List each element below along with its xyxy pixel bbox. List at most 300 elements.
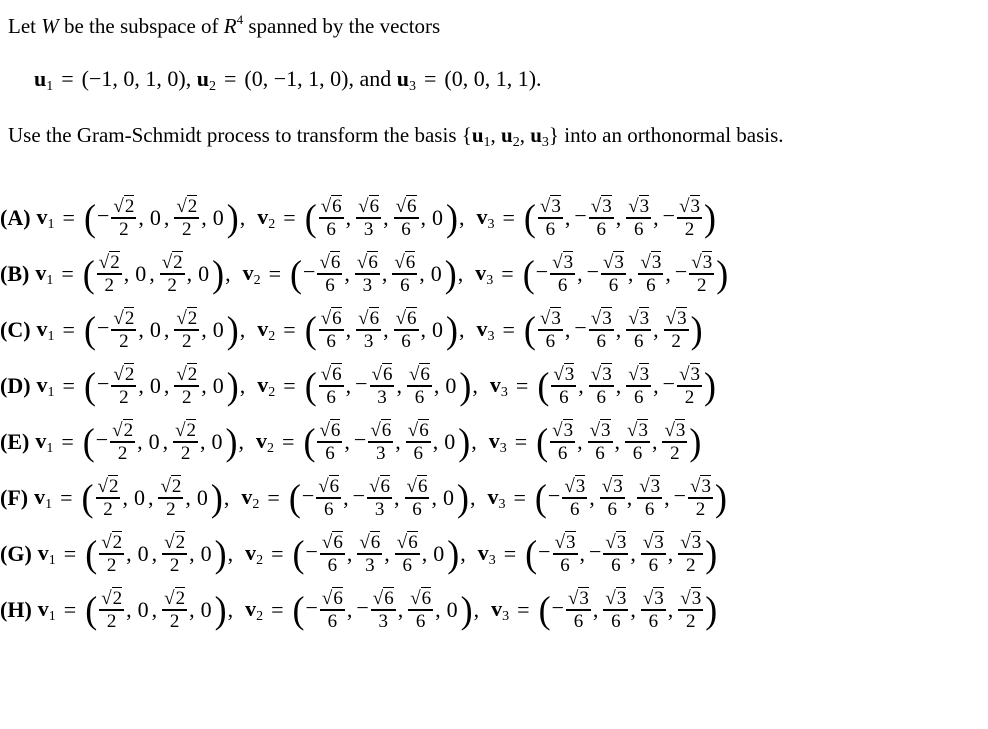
close-paren: ) <box>226 309 239 351</box>
minus-sign: − <box>301 483 315 509</box>
fraction <box>562 477 587 520</box>
zero-value: 0 <box>149 317 161 342</box>
numerator <box>320 533 345 555</box>
minus-sign: − <box>535 259 549 285</box>
vector-v2 <box>257 309 476 352</box>
vector-component <box>356 533 383 576</box>
radicand: 3 <box>551 195 561 217</box>
close-paren: ) <box>214 589 227 631</box>
numerator <box>641 533 666 555</box>
numerator <box>394 197 419 219</box>
denominator: 6 <box>611 554 621 576</box>
open-paren: ( <box>304 365 317 407</box>
vector-index: 1 <box>47 216 55 232</box>
vector-component <box>305 533 345 576</box>
minus-sign: − <box>662 371 676 397</box>
denominator: 6 <box>596 330 606 352</box>
vector-component <box>136 541 151 567</box>
open-paren: ( <box>288 477 301 519</box>
answer-choice-g[interactable] <box>0 526 718 582</box>
vector-component <box>549 421 576 464</box>
sqrt-symbol: √ <box>602 251 614 273</box>
radicand: 6 <box>417 475 428 497</box>
comma: , <box>614 429 620 454</box>
comma: , <box>667 541 674 566</box>
sqrt-symbol: √ <box>627 419 638 441</box>
equals-sign: = <box>517 597 530 622</box>
vector-component <box>161 589 188 632</box>
numerator <box>688 477 713 499</box>
close-paren: ) <box>226 197 239 239</box>
numerator <box>626 365 651 387</box>
radicand: 3 <box>563 419 574 441</box>
vector-index: 2 <box>268 328 276 344</box>
sqrt-symbol: √ <box>394 251 405 273</box>
radicand: 3 <box>654 531 664 553</box>
denominator: 2 <box>684 218 695 240</box>
and-word: and <box>359 66 392 91</box>
numerator <box>677 365 702 387</box>
vector-component <box>173 309 200 352</box>
sqrt-symbol: √ <box>590 195 602 217</box>
numerator <box>678 533 703 555</box>
vector-v3 <box>491 589 718 632</box>
comma: , <box>147 485 154 510</box>
zero-value: 0 <box>432 317 443 342</box>
minus-sign: − <box>356 595 369 621</box>
open-paren: ( <box>85 533 98 575</box>
numerator <box>320 589 345 611</box>
close-paren: ) <box>459 365 472 407</box>
radicand: 6 <box>420 363 430 385</box>
close-paren: ) <box>226 365 239 407</box>
radicand: 6 <box>369 195 380 217</box>
sqrt-symbol: √ <box>164 531 175 553</box>
sqrt-symbol: √ <box>552 251 563 273</box>
comma: , <box>592 597 599 622</box>
vector-component <box>318 197 345 240</box>
vector-component <box>394 533 421 576</box>
radicand: 3 <box>650 475 661 497</box>
vector-v1 <box>37 309 258 352</box>
comma: , <box>163 317 170 342</box>
sqrt-symbol: √ <box>321 531 333 553</box>
minus-sign: − <box>674 259 688 285</box>
open-paren: ( <box>83 365 96 407</box>
denominator: 6 <box>573 610 584 632</box>
vector-component <box>211 317 226 343</box>
vector-component <box>430 317 445 343</box>
comma: , <box>383 317 389 342</box>
vector-index: 3 <box>502 608 510 624</box>
denominator: 2 <box>106 610 117 632</box>
sqrt-symbol: √ <box>539 307 551 329</box>
minus-sign: − <box>673 483 687 509</box>
sqrt-symbol: √ <box>642 531 654 553</box>
vector-component <box>404 477 431 520</box>
denominator: 6 <box>401 330 411 352</box>
numerator <box>626 197 651 219</box>
vector-component <box>442 429 457 455</box>
comma: , <box>577 429 583 454</box>
comma: , <box>471 429 477 454</box>
sqrt-symbol: √ <box>160 475 171 497</box>
equals-sign: = <box>62 317 75 342</box>
fraction <box>664 309 689 352</box>
numerator <box>405 477 430 499</box>
radicand: 6 <box>330 251 341 273</box>
vector-component <box>537 309 564 352</box>
zero-value: 0 <box>200 541 212 566</box>
close-paren: ) <box>210 477 223 519</box>
sqrt-symbol: √ <box>113 195 124 217</box>
vector-component <box>161 533 188 576</box>
numerator <box>603 589 628 611</box>
numerator <box>319 197 344 219</box>
sqrt-symbol: √ <box>680 531 691 553</box>
answer-choice-d[interactable] <box>0 358 717 414</box>
comma: , <box>626 485 633 510</box>
numerator <box>394 309 419 331</box>
numerator <box>689 253 714 275</box>
vector-component <box>95 477 122 520</box>
numerator <box>99 533 124 555</box>
denominator: 2 <box>697 274 707 296</box>
numerator <box>174 365 199 387</box>
comma: , <box>225 261 231 286</box>
comma: , <box>396 373 402 398</box>
denominator: 2 <box>686 610 696 632</box>
numerator <box>158 477 183 499</box>
open-paren: ( <box>522 253 535 295</box>
sqrt-symbol: √ <box>175 419 186 441</box>
fraction <box>408 589 433 632</box>
numerator <box>371 589 396 611</box>
vector-component <box>173 197 200 240</box>
vector-component <box>355 197 382 240</box>
numerator <box>162 533 187 555</box>
vector-v2 <box>257 197 476 240</box>
vector-name: $v_2$ <box>257 203 276 232</box>
radicand: 6 <box>421 587 432 609</box>
vector-component <box>391 253 418 296</box>
fraction <box>99 589 124 632</box>
radicand: 3 <box>551 307 561 329</box>
sqrt-symbol: √ <box>358 195 369 217</box>
vector-index: 3 <box>486 272 494 288</box>
vector-component <box>443 373 458 399</box>
comma: , <box>384 541 390 566</box>
denominator: 2 <box>182 218 192 240</box>
sqrt-symbol: √ <box>320 307 332 329</box>
vector-v1 <box>35 421 256 464</box>
radicand: 6 <box>333 531 343 553</box>
zero-value: 0 <box>135 261 147 286</box>
numerator <box>566 589 591 611</box>
close-paren: ) <box>212 253 225 295</box>
close-paren: ) <box>690 309 703 351</box>
vector-index: 2 <box>256 552 264 568</box>
minus-sign: − <box>547 483 561 509</box>
equals-sign: = <box>501 261 514 286</box>
vector-component <box>588 365 615 408</box>
zero-value: 0 <box>200 597 212 622</box>
radicand: 3 <box>654 587 664 609</box>
zero-value: 0 <box>198 261 210 286</box>
radicand: 6 <box>419 419 429 441</box>
denominator: 6 <box>414 386 425 408</box>
numerator <box>160 253 185 275</box>
comma: , <box>189 541 195 566</box>
comma: , <box>564 205 571 230</box>
comma: , <box>346 597 353 622</box>
sqrt-symbol: √ <box>101 531 112 553</box>
denominator: 2 <box>182 330 192 352</box>
radicand: 3 <box>690 195 701 217</box>
zero-value: 0 <box>444 429 456 454</box>
numerator <box>664 309 689 331</box>
sqrt-symbol: √ <box>590 363 602 385</box>
close-paren: ) <box>446 197 458 239</box>
vector-index: 1 <box>45 496 53 512</box>
sqrt-symbol: √ <box>97 475 108 497</box>
vector-component <box>637 253 664 296</box>
zero-value: 0 <box>149 205 161 230</box>
intro-text: Let <box>8 14 42 38</box>
denominator: 6 <box>632 442 643 464</box>
vector-v1 <box>37 365 258 408</box>
vector-component <box>195 485 210 511</box>
vector-component <box>441 485 456 511</box>
numerator <box>550 253 575 275</box>
vector-component <box>173 365 200 408</box>
zero-value: 0 <box>196 485 208 510</box>
fraction <box>406 421 431 464</box>
open-paren: ( <box>290 253 303 295</box>
numerator <box>395 533 420 555</box>
numerator <box>368 421 393 443</box>
numerator <box>111 197 136 219</box>
vector-component <box>303 253 343 296</box>
radicand: 2 <box>110 251 120 273</box>
answer-choice-f[interactable] <box>0 470 728 526</box>
sqrt-symbol: √ <box>395 307 406 329</box>
equals-sign: = <box>282 429 295 454</box>
radicand: 3 <box>575 475 586 497</box>
numerator <box>678 589 703 611</box>
vector-name: $v_2$ <box>245 539 264 568</box>
fraction <box>174 197 199 240</box>
vector-component <box>625 365 652 408</box>
numerator <box>637 477 662 499</box>
denominator: 2 <box>119 330 129 352</box>
fraction <box>678 589 703 632</box>
minus-sign: − <box>303 259 316 285</box>
answer-choice-b[interactable] <box>0 246 729 302</box>
comma: , <box>589 485 595 510</box>
radicand: 6 <box>382 363 393 385</box>
numerator <box>319 309 344 331</box>
numerator <box>99 589 124 611</box>
comma: , <box>615 205 622 230</box>
equals-sign: = <box>513 485 526 510</box>
fraction <box>588 421 613 464</box>
radicand: 3 <box>564 363 575 385</box>
vector-u2: $u_2 = (0$, −1, 1, 0), <box>196 66 354 94</box>
denominator: 6 <box>646 274 656 296</box>
comma: , <box>239 205 246 230</box>
denominator: 2 <box>169 610 180 632</box>
answer-choice-c[interactable] <box>0 302 704 358</box>
vector-component <box>148 373 163 399</box>
denominator: 2 <box>119 218 129 240</box>
fraction <box>688 477 713 520</box>
minus-sign: − <box>662 203 676 229</box>
fraction <box>368 421 393 464</box>
comma: , <box>126 597 132 622</box>
vector-component <box>550 365 577 408</box>
sqrt-symbol: √ <box>113 307 124 329</box>
vector-component <box>431 541 446 567</box>
vector-v2 <box>241 477 487 520</box>
equals-sign: = <box>63 597 77 622</box>
sqrt-symbol: √ <box>628 363 639 385</box>
radicand: 3 <box>602 195 612 217</box>
denominator: 6 <box>559 386 569 408</box>
numerator <box>550 421 575 443</box>
fraction <box>174 365 199 408</box>
denominator: 6 <box>633 386 644 408</box>
fraction <box>405 477 430 520</box>
denominator: 2 <box>684 386 695 408</box>
comma: , <box>627 261 634 286</box>
answer-choice-a[interactable] <box>0 190 717 246</box>
answer-choice-e[interactable] <box>0 414 702 470</box>
fraction <box>589 197 614 240</box>
comma: , <box>630 541 636 566</box>
radicand: 3 <box>639 195 650 217</box>
open-paren: ( <box>304 197 317 239</box>
fraction <box>317 253 342 296</box>
subspace-symbol: W <box>41 14 59 38</box>
vector-v2 <box>257 365 490 408</box>
vector-index: 1 <box>48 552 56 568</box>
equals-sign: = <box>283 373 296 398</box>
close-paren: ) <box>446 309 458 351</box>
vector-component <box>406 365 433 408</box>
sqrt-symbol: √ <box>320 195 332 217</box>
vector-v3 <box>477 197 718 240</box>
fraction <box>566 589 591 632</box>
denominator: 6 <box>570 498 580 520</box>
denominator: 6 <box>557 442 568 464</box>
intro-text: spanned by the vectors <box>243 14 441 38</box>
denominator: 2 <box>670 442 680 464</box>
vector-component <box>640 589 667 632</box>
comma: , <box>381 261 388 286</box>
radicand: 3 <box>563 251 574 273</box>
fraction <box>392 253 417 296</box>
equals-sign: = <box>502 205 515 230</box>
comma: , <box>223 485 230 510</box>
sqrt-symbol: √ <box>665 307 677 329</box>
denominator: 2 <box>104 274 114 296</box>
vector-component <box>132 485 147 511</box>
vector-index: 2 <box>253 272 261 288</box>
numerator <box>626 309 651 331</box>
sqrt-symbol: √ <box>664 419 675 441</box>
vector-name: $v_1$ <box>37 539 56 568</box>
vector-index: 2 <box>268 384 276 400</box>
denominator: 6 <box>326 218 336 240</box>
vector-v1 <box>38 589 245 632</box>
intro-text: be the subspace of <box>58 14 224 38</box>
fraction <box>625 421 650 464</box>
denominator: 2 <box>695 498 706 520</box>
open-paren: ( <box>525 533 538 575</box>
comma: , <box>201 317 207 342</box>
sqrt-symbol: √ <box>358 307 369 329</box>
numerator <box>367 477 392 499</box>
radicand: 2 <box>124 363 135 385</box>
comma: , <box>665 261 671 286</box>
sqrt-symbol: √ <box>176 363 187 385</box>
fraction <box>110 421 135 464</box>
radicand: 2 <box>171 475 182 497</box>
denominator: 6 <box>327 554 338 576</box>
denominator: 6 <box>412 498 422 520</box>
fraction <box>370 365 395 408</box>
equals-sign: = <box>503 541 517 566</box>
comma: , <box>473 597 480 622</box>
vector-component <box>133 261 148 287</box>
vector-component <box>355 365 395 408</box>
vector-component <box>136 597 151 623</box>
vector-index: 1 <box>47 384 55 400</box>
sqrt-symbol: √ <box>679 363 690 385</box>
vector-component <box>98 533 125 576</box>
fraction <box>626 365 651 408</box>
sqrt-symbol: √ <box>161 251 173 273</box>
vector-component <box>574 309 614 352</box>
fraction <box>677 197 702 240</box>
radicand: 2 <box>187 363 198 385</box>
minus-sign: − <box>96 203 110 229</box>
close-paren: ) <box>444 253 457 295</box>
comma: , <box>151 541 158 566</box>
radicand: 6 <box>332 195 342 217</box>
equals-sign: = <box>62 373 75 398</box>
comma: , <box>615 317 622 342</box>
comma: , <box>345 373 352 398</box>
vector-component <box>602 589 629 632</box>
vector-component <box>430 205 445 231</box>
radicand: 6 <box>332 307 342 329</box>
radicand: 3 <box>639 307 650 329</box>
sqrt-symbol: √ <box>554 531 565 553</box>
radicand: 2 <box>175 587 186 609</box>
fraction <box>162 533 187 576</box>
vector-component <box>356 589 396 632</box>
numerator <box>317 253 342 275</box>
denominator: 6 <box>415 610 426 632</box>
numerator <box>601 253 626 275</box>
minus-sign: − <box>96 371 110 397</box>
answer-choice-h[interactable] <box>0 582 718 638</box>
sqrt-symbol: √ <box>680 587 691 609</box>
open-paren: ( <box>534 477 547 519</box>
comma: , <box>344 261 350 286</box>
